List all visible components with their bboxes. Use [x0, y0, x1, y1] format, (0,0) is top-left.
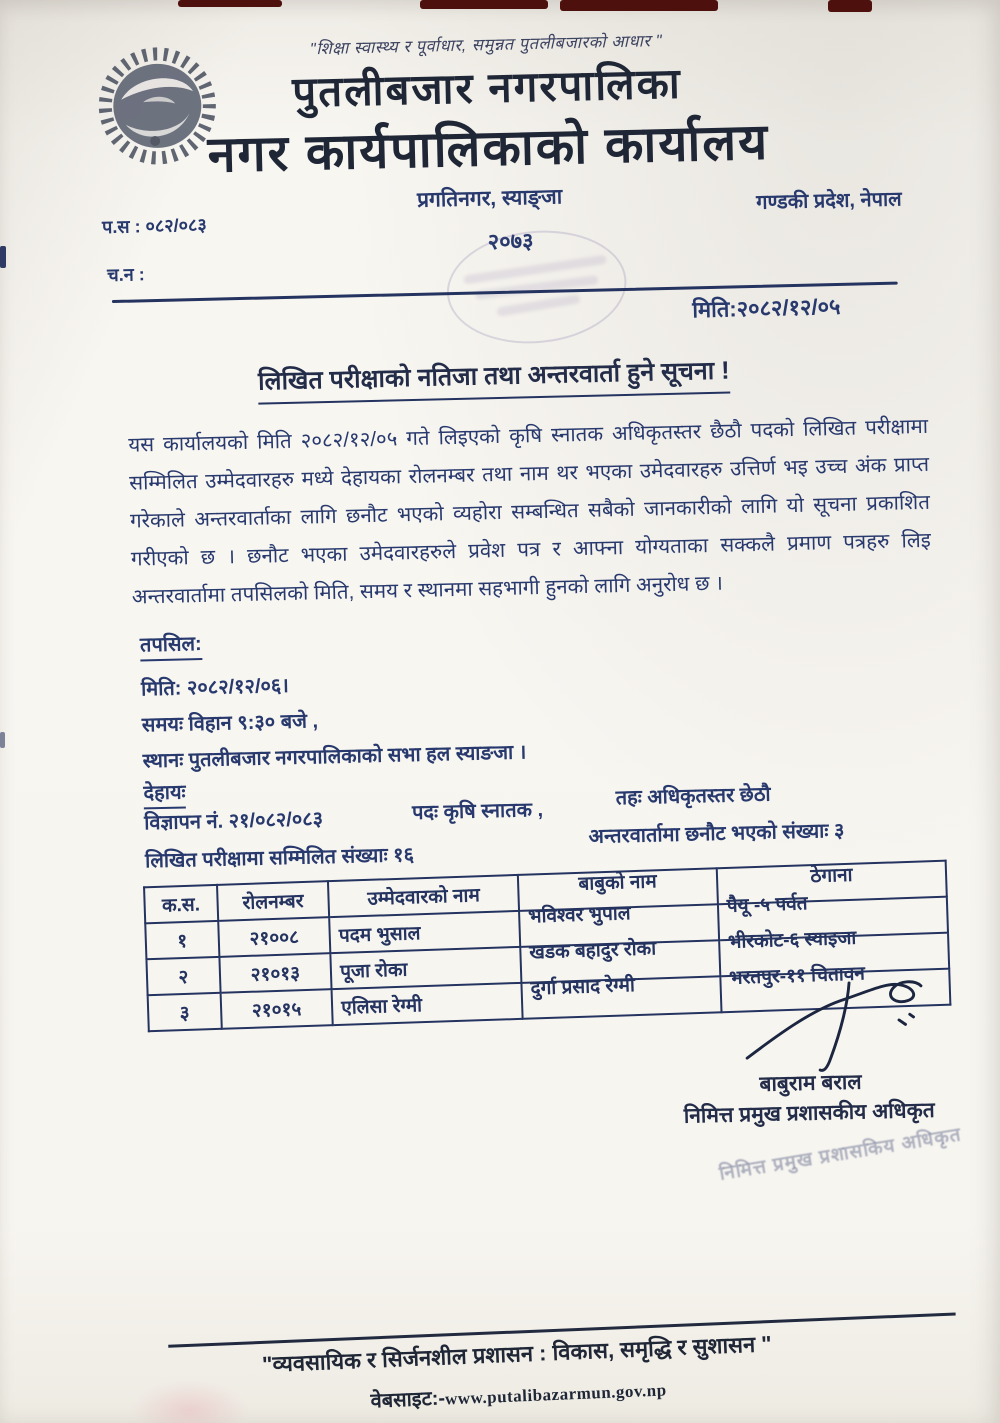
cell-address: भीरकोट-६ स्याइजा [719, 933, 949, 977]
cell-sn: १ [145, 921, 219, 959]
col-header-address: ठेगाना [717, 861, 947, 905]
advert-number: विज्ञापन नं. २१/०८२/०८३ [143, 808, 324, 835]
office-name: नगर कार्यपालिकाको कार्यालय [207, 113, 770, 183]
interview-time: समयः विहान ९:३० बजे , [141, 710, 319, 737]
cell-roll: २१००८ [218, 917, 331, 957]
post-name: पदः कृषि स्नातक , [411, 799, 544, 825]
website-label: वेबसाइट:- [370, 1387, 446, 1413]
cell-address: पैयू -५ पर्वत [718, 897, 948, 941]
cell-candidate: पदम भुसाल [329, 911, 520, 953]
tapasil-heading: तपसिल: [140, 629, 202, 661]
dehaya-heading: देहायः [143, 777, 186, 809]
cell-candidate: एलिसा रेग्मी [332, 983, 523, 1025]
signatory-title: निमित्त प्रमुख प्रशासकीय अधिकृत [683, 1098, 935, 1128]
cell-sn: ३ [148, 993, 222, 1031]
province-label: गण्डकी प्रदेश, नेपाल [756, 188, 902, 214]
cell-candidate: पूजा रोका [330, 947, 521, 989]
footer-slogan: "व्यवसायिक र सिर्जनशील प्रशासन : विकास, समृद्धि र सुशासन " [261, 1331, 773, 1377]
website-url: www.putalibazarmun.gov.np [444, 1380, 667, 1409]
office-address: प्रगतिनगर, स्याङ्जा [416, 185, 563, 212]
interview-venue: स्थानः पुतलीबजार नगरपालिकाको सभा हल स्याङजा । [142, 741, 527, 773]
selected-count: अन्तरवार्तामा छनौट भएको संख्याः ३ [588, 819, 845, 848]
written-exam-count: लिखित परीक्षामा सम्मिलित संख्याः १६ [144, 844, 415, 873]
notice-title: लिखित परीक्षाको नतिजा तथा अन्तरवार्ता हुने सूचना ! [0, 346, 994, 411]
interview-date: मिति: २०८२/१२/०६। [140, 674, 290, 701]
municipality-name: पुतलीबजार नगरपालिका [291, 59, 683, 116]
cell-roll: २१०१५ [220, 989, 333, 1029]
col-header-roll: रोलनम्बर [217, 881, 330, 921]
cell-father: खडक बहादुर रोका [520, 940, 720, 983]
cell-sn: २ [146, 957, 220, 995]
cell-father: दुर्गा प्रसाद रेग्मी [521, 976, 721, 1019]
signatory-name: बाबुराम बराल [759, 1070, 862, 1097]
cell-roll: २१०१३ [219, 953, 332, 993]
post-level: तहः अधिकृतस्तर छेठौ [615, 783, 771, 810]
col-header-sn: क.स. [144, 885, 218, 923]
ref-number: प.स : ०८२/०८३ [101, 214, 207, 238]
chalani-number-label: च.न : [107, 264, 145, 286]
header-slogan: "शिक्षा स्वास्थ्य र पूर्वाधार, समुन्नत पुतलीबजारको आधार " [309, 32, 663, 59]
letter-date: मिति:२०८२/१२/०५ [691, 293, 841, 323]
col-header-candidate: उम्मेदवारको नाम [328, 875, 519, 917]
notice-body: यस कार्यालयको मिति २०८२/१२/०५ गते लिइएको कृषि स्नातक अधिकृतस्तर छैठौ पदको लिखित परीक्षामा सम्मिलित उम्मेदवारहरु मध्ये देहायका रोलनम्बर तथा नाम थर भएका उमेदवारहरु उत्तिर्ण भइ उच्च अंक प्राप्त गरेकाले अन्तरवार्ताका लागि छनौट भएको व्यहोरा सम्बन्धित सबैको जानकारीको लागि यो सूचना प्रकाशित गरीएको छ । छनौट भएका उमेदवारहरुले प्रवेश पत्र र आफ्ना योग्यताका सक्कलै प्रमाण पत्रहरु लिइ अन्तरवार्तामा तपसिलको मिति, समय र स्थानमा सहभागी हुनको लागि अनुरोध छ । [128, 414, 932, 609]
cell-address: भरतपुर-११ चितावन [720, 969, 950, 1013]
cell-father: भविश्वर भुपाल [519, 904, 719, 947]
signatory-stamp-text: निमित्त प्रमुख प्रशासकिय अधिकृत [717, 1124, 964, 1185]
col-header-father: बाबुको नाम [518, 868, 718, 911]
establishment-year: २०७३ [487, 228, 534, 255]
